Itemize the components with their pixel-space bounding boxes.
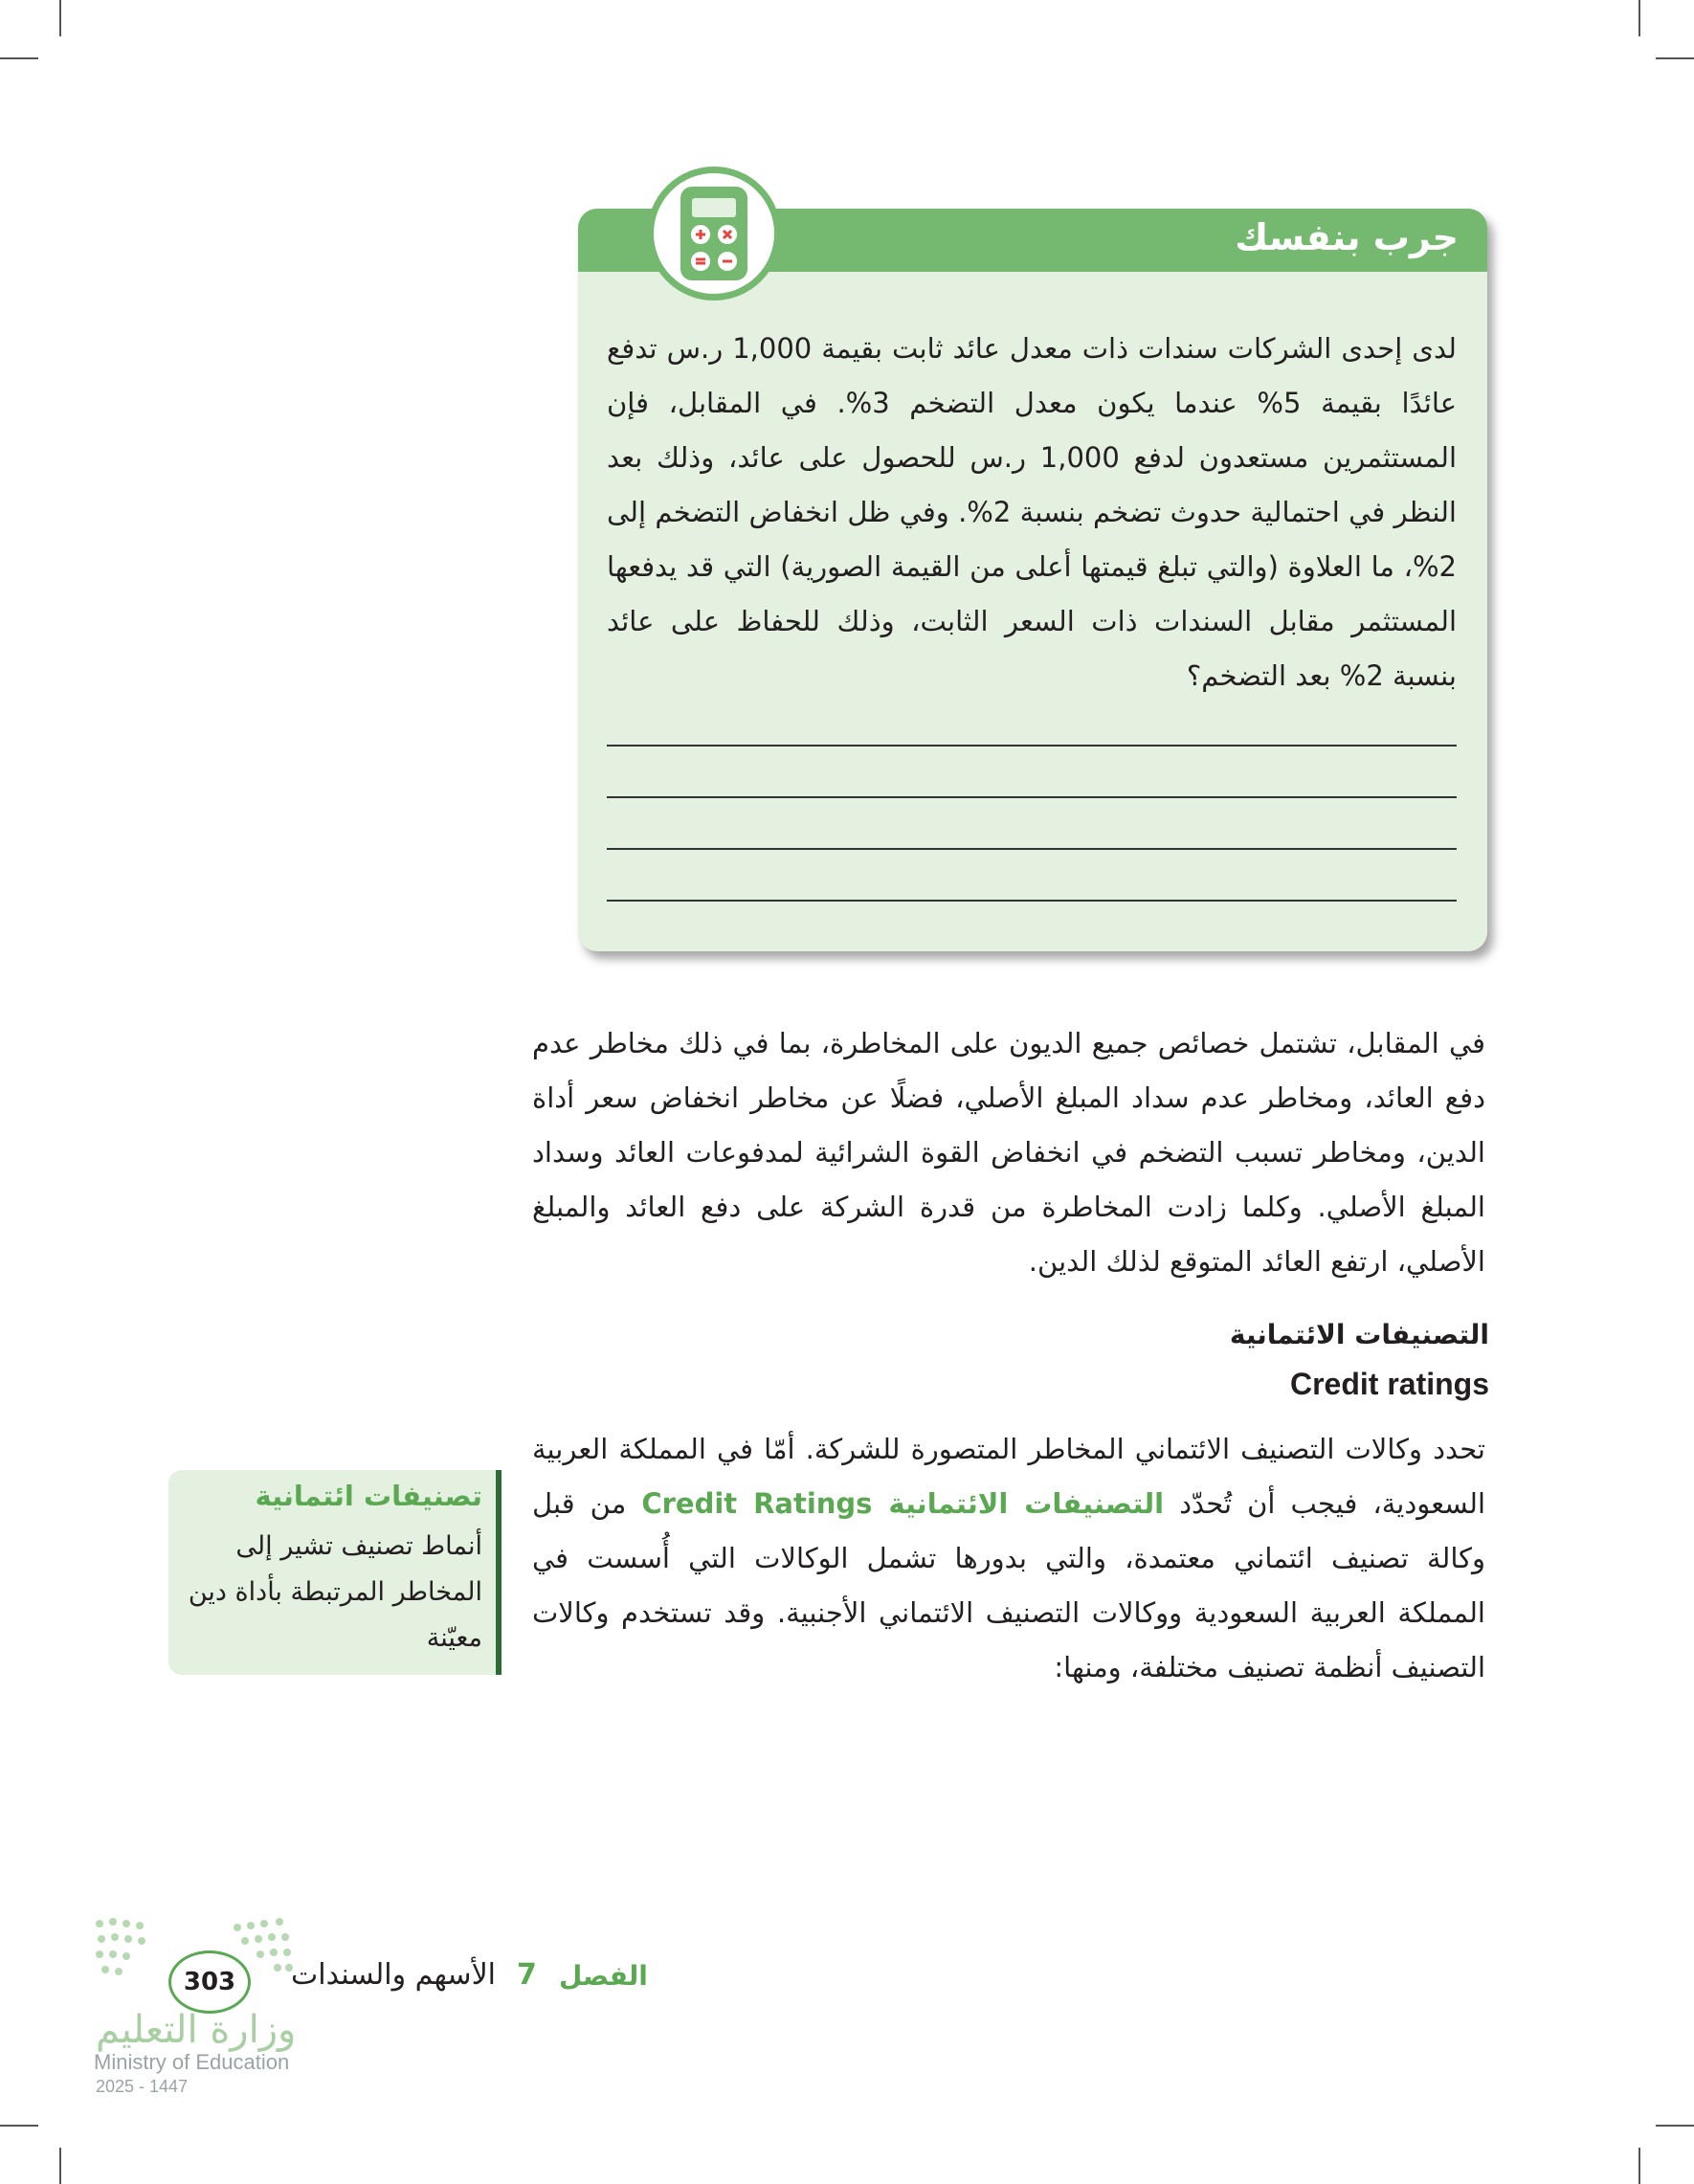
glossary-term: تصنيفات ائتمانية (255, 1480, 482, 1512)
answer-line[interactable] (607, 900, 1457, 902)
highlighted-term: التصنيفات الائتمانية Credit Ratings (641, 1487, 1165, 1520)
answer-line[interactable] (607, 745, 1457, 747)
crop-mark (59, 2148, 61, 2184)
crop-mark (0, 57, 38, 59)
section-title-arabic: التصنيفات الائتمانية (1229, 1319, 1489, 1350)
ministry-logo-arabic: وزارة التعليم (96, 2008, 297, 2052)
section-title-english: Credit ratings (1289, 1367, 1489, 1401)
paragraph-text: تحدد وكالات التصنيف الائتماني المخاطر المتصورة للشركة. أمّا في المملكة العربية السعودية، فيجب أن تُحدّد (532, 1433, 1486, 1520)
crop-mark (1638, 2148, 1640, 2184)
chapter-number: 7 (517, 1958, 537, 1992)
glossary-definition: أنماط تصنيف تشير إلى المخاطر المرتبطة بأداة دين معيّنة (188, 1531, 482, 1653)
page-number: 303 (168, 1950, 251, 2014)
crop-mark (0, 2125, 38, 2127)
calculator-icon (647, 167, 781, 301)
try-yourself-title: جرب بنفسك (1235, 216, 1459, 258)
edition-year: 2025 - 1447 (96, 2077, 189, 2096)
chapter-label: الفصل (559, 1960, 648, 1992)
risk-paragraph: في المقابل، تشتمل خصائص جميع الديون على المخاطرة، بما في ذلك مخاطر عدم دفع العائد، ومخاطر عدم سداد المبلغ الأصلي، فضلًا عن مخاطر انخفاض سعر أداة الدين، ومخاطر تسبب التضخم في انخفاض القوة الشرائية لمدفوعات العائد وسداد المبلغ الأصلي. وكلما زادت المخاطرة من قدرة الشركة على دفع العائد والمبلغ الأصلي، ارتفع العائد المتوقع لذلك الدين. (532, 1027, 1485, 1278)
crop-mark (1638, 0, 1640, 36)
ministry-logo-english: Ministry of Education (94, 2050, 290, 2074)
chapter-title: الأسهم والسندات (291, 1958, 497, 1992)
answer-line[interactable] (607, 848, 1457, 850)
credit-ratings-paragraph (532, 1422, 1485, 1695)
crop-mark (1656, 2125, 1694, 2127)
glossary-box (168, 1470, 502, 1675)
try-yourself-question: لدى إحدى الشركات سندات ذات معدل عائد ثابت بقيمة 1,000 ر.س تدفع عائدًا بقيمة 5% عندما يكون معدل التضخم 3%. في المقابل، فإن المستثمرين مستعدون لدفع 1,000 ر.س للحصول على عائد، وذلك بعد النظر في احتمالية حدوث تضخم بنسبة 2%. وفي ظل انخفاض التضخم إلى 2%، ما العلاوة (والتي تبلغ قيمتها أعلى من القيمة الصورية) التي قد يدفعها المستثمر مقابل السندات ذات السعر الثابت، وذلك للحفاظ على عائد بنسبة 2% بعد التضخم؟ (607, 332, 1458, 692)
paragraph-text: من قبل وكالة تصنيف ائتماني معتمدة، والتي بدورها تشمل الوكالات التي أُسست في المملكة العربية السعودية ووكالات التصنيف الائتماني الأجنبية. وقد تستخدم وكالات التصنيف أنظمة تصنيف مختلفة، ومنها: (532, 1487, 1485, 1683)
crop-mark (1656, 57, 1694, 59)
answer-line[interactable] (607, 796, 1457, 798)
crop-mark (59, 0, 61, 36)
